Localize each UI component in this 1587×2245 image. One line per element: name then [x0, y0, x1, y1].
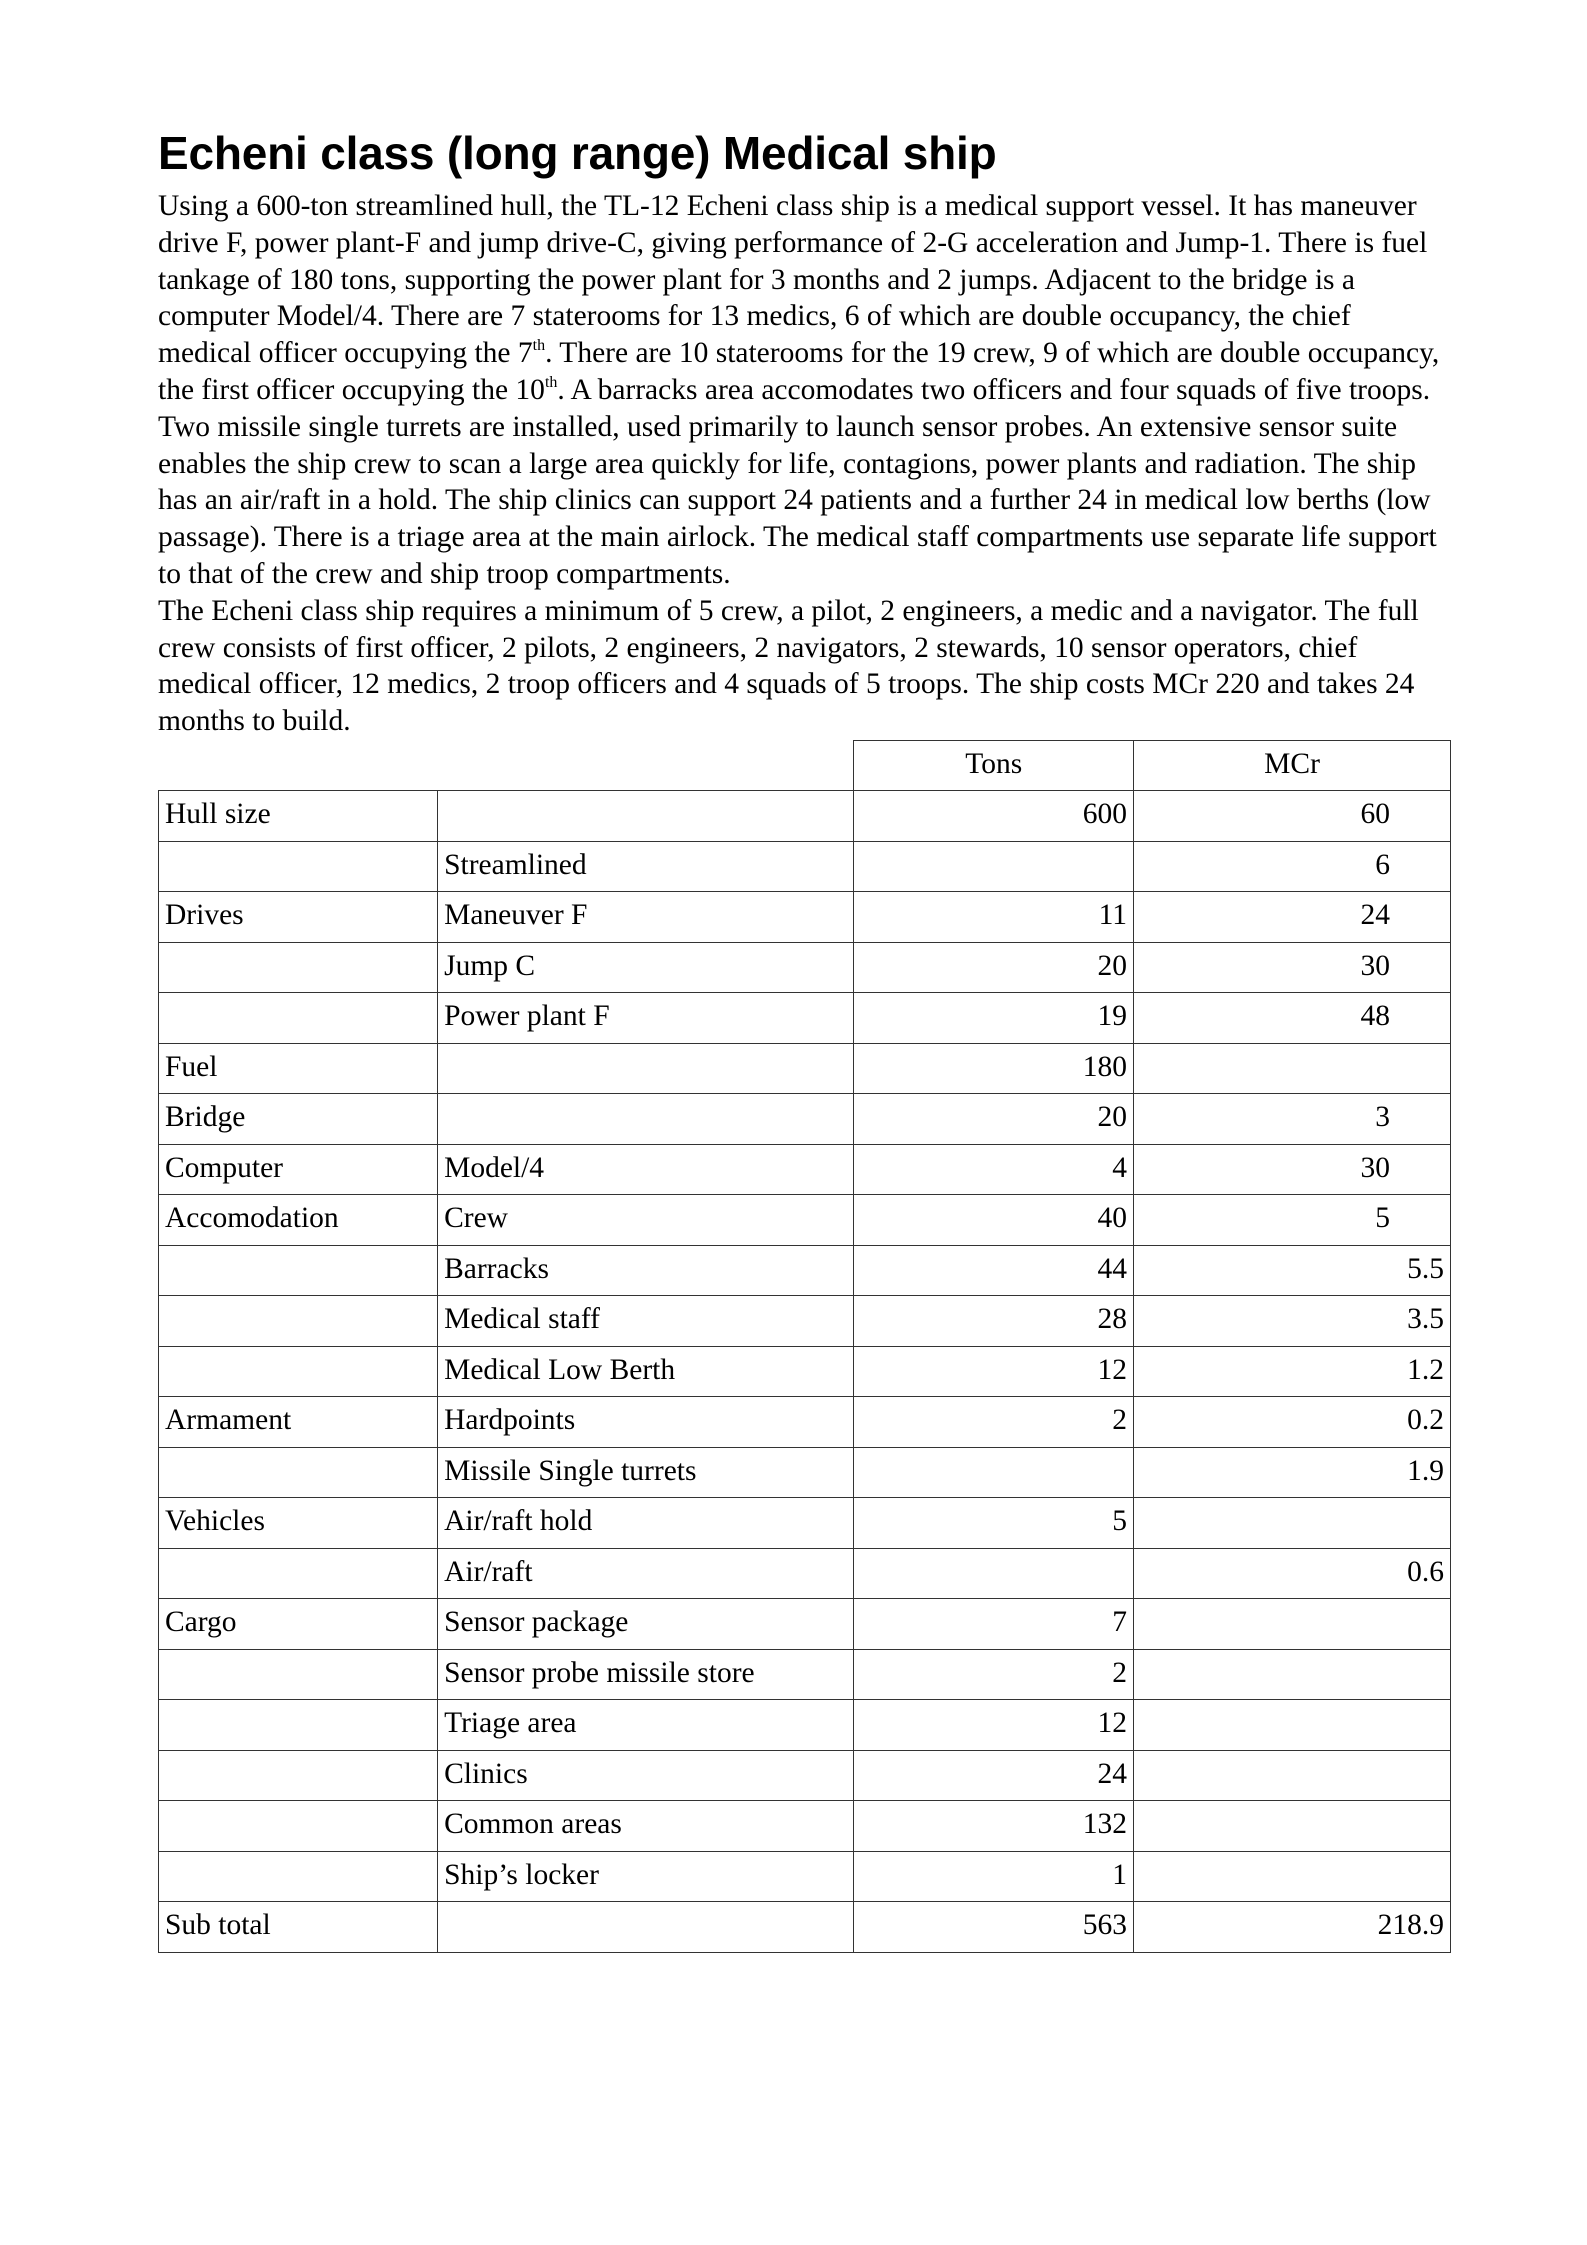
table-row [159, 1346, 1451, 1397]
mcr-cell: 3.5 [1134, 1296, 1451, 1347]
item-cell [438, 791, 854, 842]
tons-cell: 12 [854, 1700, 1134, 1751]
table-row [159, 1397, 1451, 1448]
category-cell: Drives [159, 892, 438, 943]
mcr-cell [1134, 1043, 1451, 1094]
mcr-cell [1134, 1599, 1451, 1650]
category-cell [159, 1447, 438, 1498]
table-row [159, 1750, 1451, 1801]
page-title: Echeni class (long range) Medical ship [158, 127, 997, 179]
category-cell: Bridge [159, 1094, 438, 1145]
category-cell [159, 1801, 438, 1852]
tons-cell: 563 [854, 1902, 1134, 1953]
table-row [159, 1851, 1451, 1902]
tons-cell: 600 [854, 791, 1134, 842]
table-row [159, 1902, 1451, 1953]
category-cell [159, 1346, 438, 1397]
item-cell: Medical staff [438, 1296, 854, 1347]
item-cell: Missile Single turrets [438, 1447, 854, 1498]
category-cell: Armament [159, 1397, 438, 1448]
category-cell [159, 1649, 438, 1700]
description-paragraph-1: Using a 600-ton streamlined hull, the TL-12 Echeni class ship is a medical support vessel. It has maneuver drive F, power plant-F and jump drive-C, giving performance of 2-G acceleration and Jump-1. There is fuel tankage of 180 tons, supporting the power plant for 3 months and 2 jumps. Adjacent to the bridge is a computer Model/4. There are 7 staterooms for 13 medics, 6 of which are double occupancy, the chief medical officer occupying the 7th. There are 10 staterooms for the 19 crew, 9 of which are double occupancy, the first officer occupying the 10th. A barracks area accomodates two officers and four squads of five troops. Two missile single turrets are installed, used primarily to launch sensor probes. An extensive sensor suite enables the ship crew to scan a large area quickly for life, contagions, power plants and radiation. The ship has an air/raft in a hold. The ship clinics can support 24 patients and a further 24 in medical low berths (low passage). There is a triage area at the main airlock. The medical staff compartments use separate life support to that of the crew and ship troop compartments. [158, 190, 1440, 590]
tons-cell: 19 [854, 993, 1134, 1044]
table-row [159, 1548, 1451, 1599]
table-row [159, 841, 1451, 892]
mcr-cell: 0.6 [1134, 1548, 1451, 1599]
tons-cell: 5 [854, 1498, 1134, 1549]
item-cell: Streamlined [438, 841, 854, 892]
tons-cell: 28 [854, 1296, 1134, 1347]
item-cell: Maneuver F [438, 892, 854, 943]
tons-cell: 2 [854, 1649, 1134, 1700]
mcr-cell [1134, 1700, 1451, 1751]
category-cell: Sub total [159, 1902, 438, 1953]
category-cell [159, 942, 438, 993]
table-row [159, 1498, 1451, 1549]
table-row [159, 1801, 1451, 1852]
item-cell: Ship’s locker [438, 1851, 854, 1902]
tons-cell: 180 [854, 1043, 1134, 1094]
category-cell: Vehicles [159, 1498, 438, 1549]
mcr-cell: 6 [1134, 841, 1451, 892]
table-row [159, 1195, 1451, 1246]
tons-cell: 1 [854, 1851, 1134, 1902]
item-cell: Power plant F [438, 993, 854, 1044]
mcr-cell: 5.5 [1134, 1245, 1451, 1296]
item-cell: Model/4 [438, 1144, 854, 1195]
mcr-cell: 3 [1134, 1094, 1451, 1145]
table-row [159, 1649, 1451, 1700]
table-row [159, 1144, 1451, 1195]
tons-cell: 24 [854, 1750, 1134, 1801]
mcr-cell: 218.9 [1134, 1902, 1451, 1953]
mcr-cell [1134, 1801, 1451, 1852]
mcr-cell [1134, 1498, 1451, 1549]
item-cell: Medical Low Berth [438, 1346, 854, 1397]
tons-cell: 2 [854, 1397, 1134, 1448]
category-cell [159, 841, 438, 892]
mcr-cell: 24 [1134, 892, 1451, 943]
description-paragraph-2: The Echeni class ship requires a minimum of 5 crew, a pilot, 2 engineers, a medic and a navigator. The full crew consists of first officer, 2 pilots, 2 engineers, 2 navigators, 2 stewards, 10 sensor operators, chief medical officer, 12 medics, 2 troop officers and 4 squads of 5 troops. The ship costs MCr 220 and takes 24 months to build. [158, 594, 1419, 738]
item-cell: Common areas [438, 1801, 854, 1852]
category-cell [159, 1700, 438, 1751]
item-cell: Sensor probe missile store [438, 1649, 854, 1700]
table-row [159, 1599, 1451, 1650]
mcr-cell: 1.2 [1134, 1346, 1451, 1397]
tons-cell: 20 [854, 1094, 1134, 1145]
table-row [159, 993, 1451, 1044]
table-row [159, 1245, 1451, 1296]
tons-cell [854, 841, 1134, 892]
table-row [159, 1296, 1451, 1347]
mcr-cell: 1.9 [1134, 1447, 1451, 1498]
mcr-cell [1134, 1750, 1451, 1801]
item-cell [438, 1043, 854, 1094]
table-row [159, 791, 1451, 842]
table-row [159, 1700, 1451, 1751]
item-cell: Clinics [438, 1750, 854, 1801]
tons-cell: 12 [854, 1346, 1134, 1397]
category-cell: Computer [159, 1144, 438, 1195]
tons-cell: 44 [854, 1245, 1134, 1296]
tons-cell: 40 [854, 1195, 1134, 1246]
item-cell: Crew [438, 1195, 854, 1246]
category-cell [159, 1296, 438, 1347]
ship-spec-table [158, 740, 1451, 1953]
category-cell: Cargo [159, 1599, 438, 1650]
tons-cell: 132 [854, 1801, 1134, 1852]
header-mcr: MCr [1134, 740, 1451, 791]
item-cell [438, 1094, 854, 1145]
item-cell: Jump C [438, 942, 854, 993]
mcr-cell [1134, 1851, 1451, 1902]
header-tons: Tons [854, 740, 1134, 791]
table-row [159, 892, 1451, 943]
item-cell: Hardpoints [438, 1397, 854, 1448]
category-cell: Hull size [159, 791, 438, 842]
table-row [159, 1094, 1451, 1145]
item-cell: Air/raft hold [438, 1498, 854, 1549]
category-cell [159, 1750, 438, 1801]
category-cell: Fuel [159, 1043, 438, 1094]
mcr-cell: 30 [1134, 1144, 1451, 1195]
tons-cell: 7 [854, 1599, 1134, 1650]
item-cell: Barracks [438, 1245, 854, 1296]
category-cell: Accomodation [159, 1195, 438, 1246]
item-cell: Sensor package [438, 1599, 854, 1650]
mcr-cell: 5 [1134, 1195, 1451, 1246]
table-row [159, 942, 1451, 993]
mcr-cell: 0.2 [1134, 1397, 1451, 1448]
tons-cell [854, 1447, 1134, 1498]
document-page [158, 118, 1451, 1953]
table-row [159, 1447, 1451, 1498]
tons-cell: 20 [854, 942, 1134, 993]
tons-cell [854, 1548, 1134, 1599]
table-header-row [159, 740, 1451, 791]
category-cell [159, 1548, 438, 1599]
category-cell [159, 993, 438, 1044]
mcr-cell: 30 [1134, 942, 1451, 993]
item-cell [438, 1902, 854, 1953]
category-cell [159, 1245, 438, 1296]
mcr-cell: 48 [1134, 993, 1451, 1044]
tons-cell: 11 [854, 892, 1134, 943]
mcr-cell: 60 [1134, 791, 1451, 842]
item-cell: Air/raft [438, 1548, 854, 1599]
item-cell: Triage area [438, 1700, 854, 1751]
table-row [159, 1043, 1451, 1094]
description [158, 188, 1451, 740]
mcr-cell [1134, 1649, 1451, 1700]
tons-cell: 4 [854, 1144, 1134, 1195]
category-cell [159, 1851, 438, 1902]
